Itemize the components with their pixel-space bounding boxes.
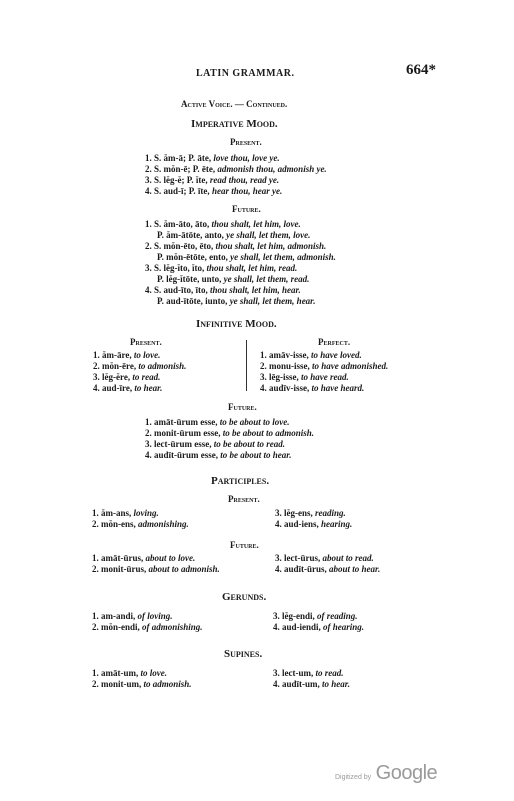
list-item: 2. mŏn-ēre, to admonish. [93,361,187,371]
active-voice-heading: Active Voice. — Continued. [181,99,288,109]
page-number: 664* [406,62,436,78]
list-item: P. aud-ītōte, iunto, ye shall, let them, hear. [157,296,316,306]
list-item: 3. lĕg-ĕre, to read. [93,372,161,382]
list-item: 4. audīv-isse, to have heard. [260,383,365,393]
list-item: 3. lĕg-endi, of reading. [273,611,358,621]
infinitive-perfect-heading: Perfect. [318,337,351,347]
list-item: 4. audīt-um, to hear. [273,679,351,689]
list-item: P. ăm-ātōte, anto, ye shall, let them, love. [157,230,311,240]
list-item: 3. lēg-isse, to have read. [260,372,349,382]
list-item: 2. mŏn-ens, admonishing. [92,519,189,529]
list-item: 3. lĕg-ens, reading. [275,508,346,518]
imperative-future-list [145,219,336,307]
list-item: 2. monu-isse, to have admonished. [260,361,389,371]
infinitive-heading: Infinitive Mood. [196,318,277,330]
list-item: 3. lect-um, to read. [273,668,344,678]
list-item: 1. S. ăm-āto, āto, thou shalt, let him, love. [145,219,301,229]
watermark-prefix: Digitized by [335,774,372,781]
list-item: 4. aud-iendi, of hearing. [273,622,365,632]
list-item: 1. S. ăm-ā; P. āte, love thou, love ye. [145,153,280,163]
list-item: 2. monit-ūrum esse, to be about to admonish. [145,428,315,438]
participles-future-right [275,553,380,575]
list-item: 1. ăm-āre, to love. [93,350,161,360]
gerunds-right [273,611,364,633]
list-item: 3. lect-ūrum esse, to be about to read. [145,439,285,449]
participles-heading: Participles. [211,475,270,487]
participles-future-left [92,553,220,575]
list-item: 3. S. lĕg-ĭto, ĭto, thou shalt, let him, read. [145,263,298,273]
running-title: LATIN GRAMMAR. [196,68,295,79]
list-item: 1. amāt-um, to love. [92,668,167,678]
google-logo: Google [375,762,438,784]
list-item: 4. aud-iens, hearing. [275,519,353,529]
supines-left [92,668,192,690]
imperative-heading: Imperative Mood. [191,118,278,130]
list-item: 4. S. aud-īto, īto, thou shalt, let him, hear. [145,285,301,295]
digitized-watermark [335,762,437,785]
infinitive-present-list [93,350,186,394]
infinitive-present-heading: Present. [130,337,162,347]
gerunds-heading: Gerunds. [222,591,267,603]
list-item: P. mŏn-ētōte, ento, ye shall, let them, admonish. [157,252,336,262]
participles-future-heading: Future. [230,540,259,550]
list-item: 3. lect-ūrus, about to read. [275,553,374,563]
list-item: 2. S. mŏn-ē; P. ēte, admonish thou, admonish ye. [145,164,327,174]
imperative-present-heading: Present. [230,137,262,147]
list-item: 1. ăm-ans, loving. [92,508,159,518]
imperative-future-heading: Future. [232,204,261,214]
list-item: 4. S. aud-ī; P. īte, hear thou, hear ye. [145,186,283,196]
gerunds-left [92,611,203,633]
list-item: 3. S. lĕg-ĕ; P. ĭte, read thou, read ye. [145,175,280,185]
supines-heading: Supines. [224,648,263,660]
list-item: 4. audīt-ūrum esse, to be about to hear. [145,450,292,460]
list-item: 2. S. mŏn-ēto, ēto, thou shalt, let him, admonish. [145,241,327,251]
supines-right [273,668,350,690]
list-item: 1. amāt-ūrus, about to love. [92,553,196,563]
infinitive-future-heading: Future. [228,402,257,412]
list-item: 1. amāt-ūrum esse, to be about to love. [145,417,290,427]
column-divider [246,340,247,391]
list-item: 1. amāv-isse, to have loved. [260,350,362,360]
infinitive-perfect-list [260,350,388,394]
list-item: 4. aud-īre, to hear. [93,383,163,393]
imperative-present-list [145,153,327,197]
list-item: 4. audīt-ūrus, about to hear. [275,564,381,574]
participles-present-heading: Present. [228,494,260,504]
list-item: 1. am-andi, of loving. [92,611,173,621]
infinitive-future-list [145,417,314,461]
list-item: 2. monit-um, to admonish. [92,679,192,689]
participles-present-left [92,508,189,530]
list-item: P. lĕg-ĭtōte, unto, ye shall, let them, read. [157,274,310,284]
list-item: 2. mŏn-endi, of admonishing. [92,622,203,632]
participles-present-right [275,508,352,530]
list-item: 2. monit-ūrus, about to admonish. [92,564,220,574]
